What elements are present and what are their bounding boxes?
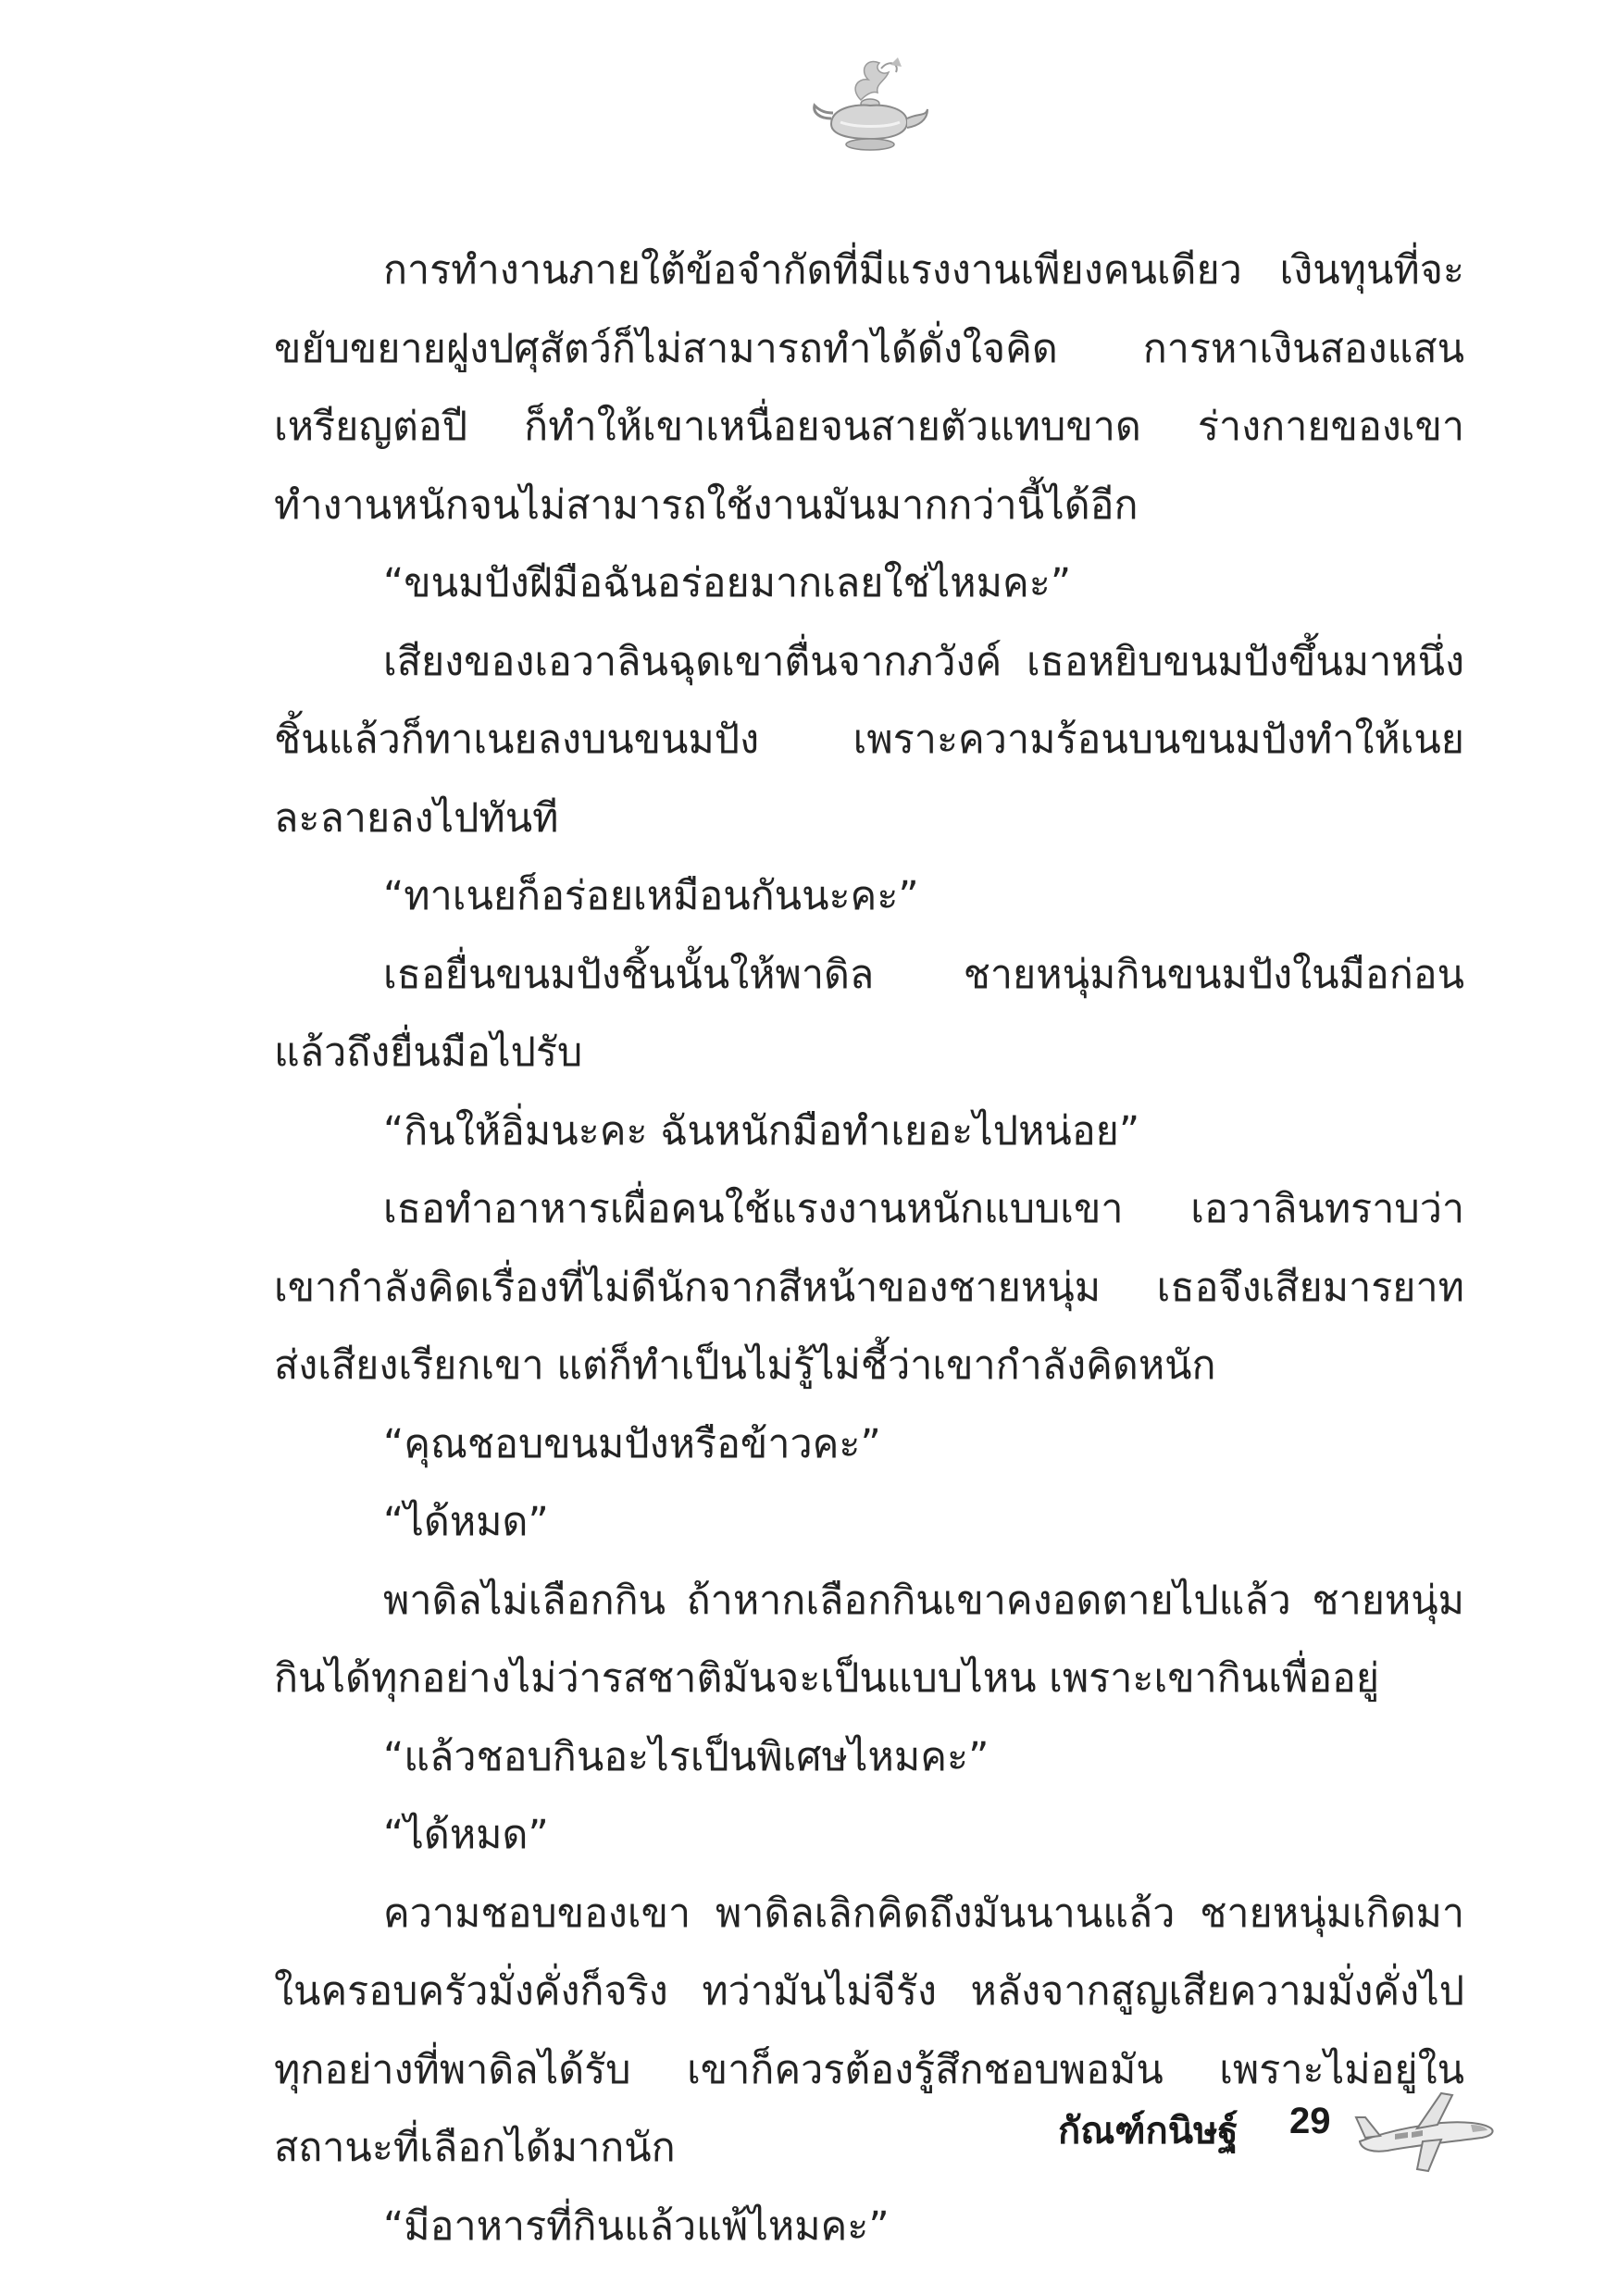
dialogue-line: “ได้หมด” — [383, 1812, 549, 1858]
magic-lamp-icon — [803, 52, 933, 154]
page-footer — [1058, 2077, 1493, 2188]
dialogue-line: “ได้หมด” — [383, 1499, 549, 1545]
dialogue-line: “แล้วชอบกินอะไรเป็นพิเศษไหมคะ” — [383, 1733, 989, 1780]
dialogue-line: “กินให้อิ่มนะคะ ฉันหนักมือทำเยอะไปหน่อย” — [383, 1107, 1140, 1154]
dialogue-line: “ขนมปังฝีมือฉันอร่อยมากเลยใช่ไหมคะ” — [383, 560, 1072, 606]
paragraph: ความชอบของเขา พาดิลเลิกคิดถึงมันนานแล้ว ชายหนุ่มเกิดมาในครอบครัวมั่งคั่งก็จริง ทว่ามันไม่จีรัง หลังจากสูญเสียความมั่งคั่งไป ทุกอย่างที่พาดิลได้รับ เขาก็ควรต้องรู้สึกชอบพอมัน เพราะไม่อยู่ในสถานะที่เลือกได้มากนัก — [274, 1890, 1464, 2171]
dialogue-line: “ทาเนยก็อร่อยเหมือนกันนะคะ” — [383, 873, 919, 919]
paragraph: การทำงานภายใต้ข้อจำกัดที่มีแรงงานเพียงคนเดียว เงินทุนที่จะขยับขยายฝูงปศุสัตว์ก็ไม่สามารถทำได้ดั่งใจคิด การหาเงินสองแสนเหรียญต่อปี ก็ทำให้เขาเหนื่อยจนสายตัวแทบขาด ร่างกายของเขาทำงานหนักจนไม่สามารถใช้งานมันมากกว่านี้ได้อีก — [274, 247, 1464, 529]
paragraph: เธอยื่นขนมปังชิ้นนั้นให้พาดิล ชายหนุ่มกินขนมปังในมือก่อน แล้วถึงยื่นมือไปรับ — [274, 951, 1464, 1076]
dialogue-line: “คุณชอบขนมปังหรือข้าวคะ” — [383, 1420, 881, 1467]
airplane-icon — [1352, 2077, 1500, 2178]
paragraph: เสียงของเอวาลินฉุดเขาตื่นจากภวังค์ เธอหยิบขนมปังขึ้นมาหนึ่งชิ้นแล้วก็ทาเนยลงบนขนมปัง เพราะความร้อนบนขนมปังทำให้เนยละลายลงไปทันที — [274, 638, 1464, 842]
body-text — [274, 231, 1464, 2265]
paragraph: พาดิลไม่เลือกกิน ถ้าหากเลือกกินเขาคงอดตายไปแล้ว ชายหนุ่มกินได้ทุกอย่างไม่ว่ารสชาติมันจะเป็นแบบไหน เพราะเขากินเพื่ออยู่ — [274, 1577, 1464, 1702]
dialogue-line: “มีอาหารที่กินแล้วแพ้ไหมคะ” — [383, 2202, 890, 2250]
paragraph: เธอทำอาหารเผื่อคนใช้แรงงานหนักแบบเขา เอวาลินทราบว่าเขากำลังคิดเรื่องที่ไม่ดีนักจากสีหน้าของชายหนุ่ม เธอจึงเสียมารยาทส่งเสียงเรียกเขา แต่ก็ทำเป็นไม่รู้ไม่ชี้ว่าเขากำลังคิดหนัก — [274, 1186, 1464, 1389]
book-title: กัณฑ์กนิษฐ์ — [1058, 2110, 1238, 2152]
page-number: 29 — [1289, 2101, 1331, 2141]
